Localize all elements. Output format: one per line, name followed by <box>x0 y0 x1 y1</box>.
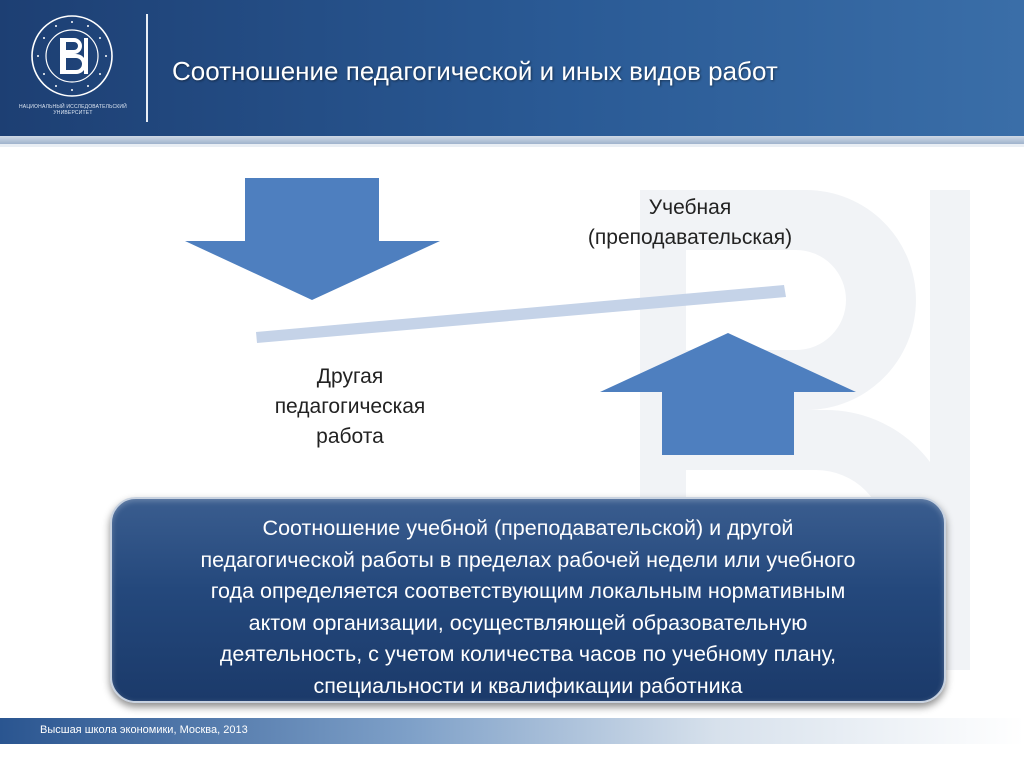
callout-line: Соотношение учебной (преподавательской) и другой <box>262 516 794 540</box>
header-rule-light <box>0 144 1024 147</box>
label-teaching-line2: (преподавательская) <box>587 226 793 249</box>
header-rule <box>0 136 1024 144</box>
callout-box <box>110 497 946 703</box>
label-other-line1: Другая <box>316 365 384 388</box>
arrow-down-icon <box>185 178 440 300</box>
label-other-line3: работа <box>316 425 384 448</box>
label-other-line2: педагогическая <box>274 395 426 418</box>
callout-line: педагогической работы в пределах рабочей недели или учебного <box>200 547 856 572</box>
callout-line: года определяется соответствующим локальным нормативным <box>210 579 846 603</box>
header-divider <box>146 14 148 122</box>
label-teaching-line1: Учебная <box>648 196 732 219</box>
label-other-work <box>220 362 480 452</box>
balance-diagram <box>0 150 1024 490</box>
footer-text: Высшая школа экономики, Москва, 2013 <box>40 724 248 736</box>
balance-bar <box>256 285 786 343</box>
callout-line: специальности и квалификации работника <box>313 673 743 698</box>
page-title: Соотношение педагогической и иных видов работ <box>172 56 778 86</box>
label-teaching-work <box>540 193 840 253</box>
callout-line: деятельность, с учетом количества часов по учебному плану, <box>219 642 837 666</box>
callout-text <box>130 513 926 702</box>
callout-line: актом организации, осуществляющей образовательную <box>248 610 808 635</box>
hse-logo-icon <box>30 14 114 98</box>
arrow-up-icon <box>600 333 856 455</box>
logo-caption: НАЦИОНАЛЬНЫЙ ИССЛЕДОВАТЕЛЬСКИЙ УНИВЕРСИТЕТ <box>19 104 127 116</box>
